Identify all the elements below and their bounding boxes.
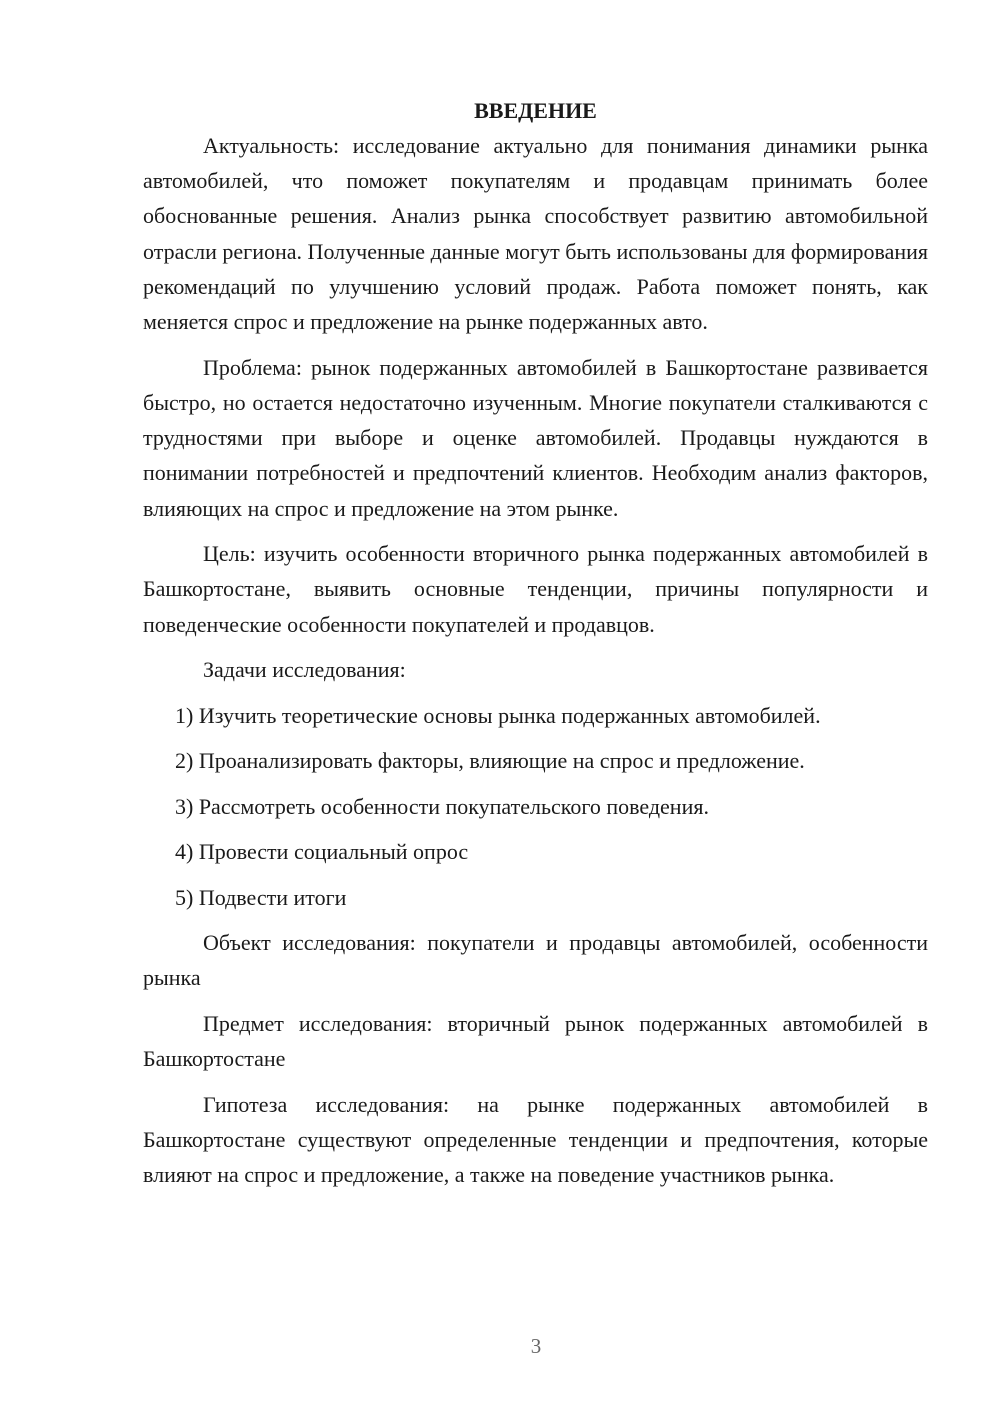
page-number: 3 <box>530 1334 542 1358</box>
paragraph-hypothesis: Гипотеза исследования: на рынке подержанных автомобилей в Башкортостане существуют определенные тенденции и предпочтения, которые влияют на спрос и предложение, а также на поведение участников рынка. <box>143 1091 928 1188</box>
list-item: 5) Подвести итоги <box>175 884 347 910</box>
list-item: 2) Проанализировать факторы, влияющие на спрос и предложение. <box>175 748 805 774</box>
paragraph-goal: Цель: изучить особенности вторичного рынка подержанных автомобилей в Башкортостане, выявить основные тенденции, причины популярности и поведенческие особенности покупателей и продавцов. <box>143 541 928 637</box>
paragraph-problem: Проблема: рынок подержанных автомобилей в Башкортостане развивается быстро, но остается недостаточно изученным. Многие покупатели сталкиваются с трудностями при выборе и оценке автомобилей. Продавцы нуждаются в понимании потребностей и предпочтений клиентов. Необходим анализ факторов, влияющих на спрос и предложение на этом рынке. <box>143 354 928 521</box>
tasks-list <box>143 698 928 915</box>
document-page <box>143 93 928 1203</box>
paragraph-subject: Предмет исследования: вторичный рынок подержанных автомобилей в Башкортостане <box>143 1010 928 1072</box>
list-item: 1) Изучить теоретические основы рынка подержанных автомобилей. <box>175 703 821 729</box>
list-item: 3) Рассмотреть особенности покупательского поведения. <box>175 793 709 819</box>
paragraph-relevance: Актуальность: исследование актуально для понимания динамики рынка автомобилей, что поможет покупателям и продавцам принимать более обоснованные решения. Анализ рынка способствует развитию автомобильной отрасли региона. Полученные данные могут быть использованы для формирования рекомендаций по улучшению условий продаж. Работа поможет понять, как меняется спрос и предложение на рынке подержанных авто. <box>143 133 928 335</box>
page-title: ВВЕДЕНИЕ <box>474 98 597 123</box>
list-item: 4) Провести социальный опрос <box>175 839 469 865</box>
paragraph-object: Объект исследования: покупатели и продавцы автомобилей, особенности рынка <box>143 930 928 991</box>
tasks-heading: Задачи исследования: <box>203 657 406 683</box>
